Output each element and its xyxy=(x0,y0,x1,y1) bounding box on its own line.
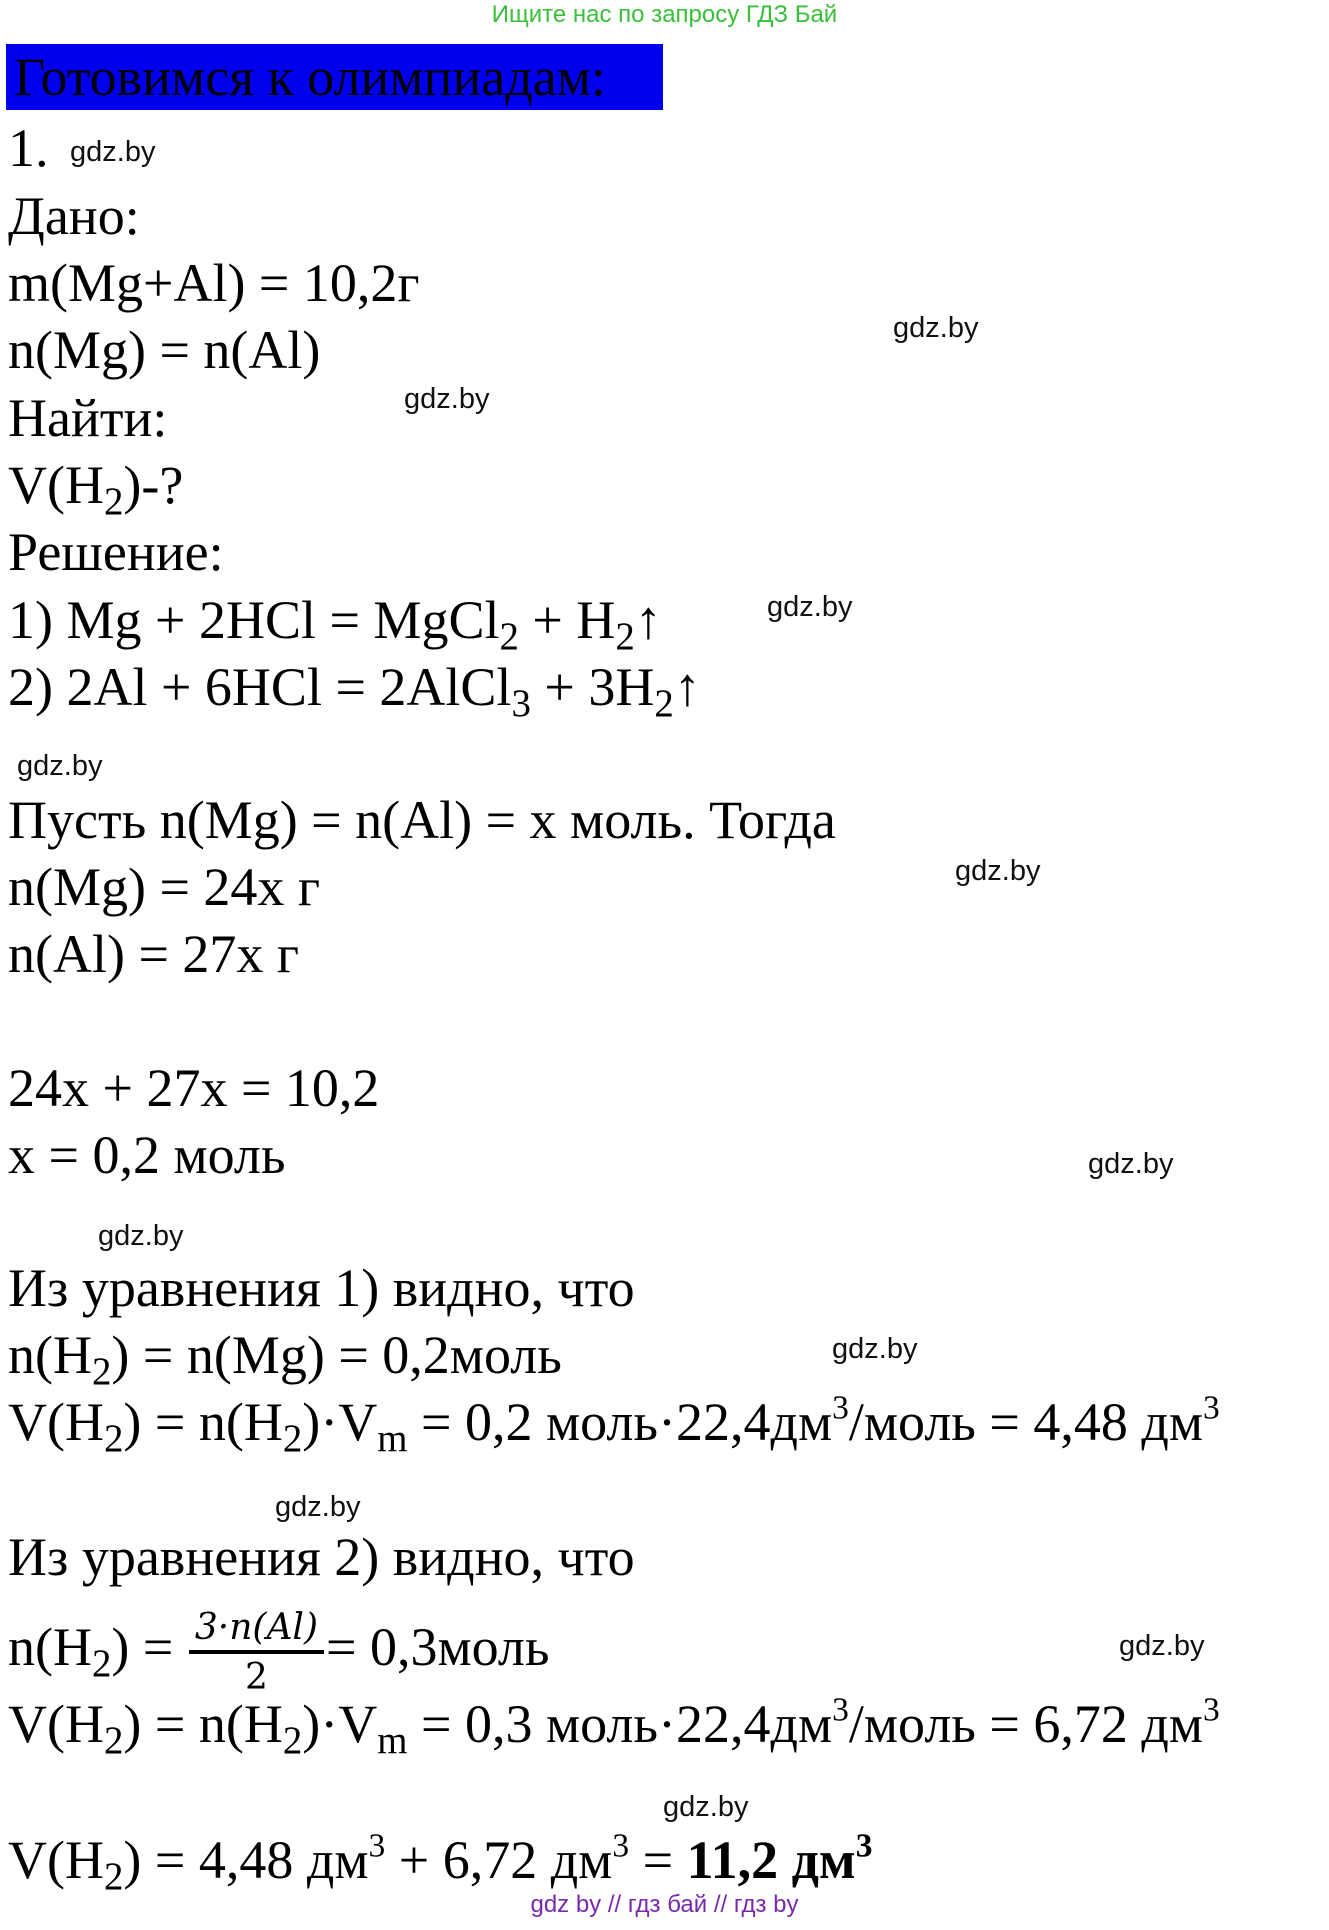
section-title-highlight xyxy=(6,44,663,110)
fraction-numerator: 3·n(Al) xyxy=(189,1610,324,1654)
watermark: gdz.by xyxy=(893,312,979,344)
watermark: gdz.by xyxy=(832,1333,918,1365)
total-volume: $V(H_2) = 4,48$ $дм^3 + 6,72$ $дм^3 = 11,2$ $дм^3$ xyxy=(8,1827,873,1898)
footer-watermark: gdz by // гдз бай // гдз by xyxy=(530,1891,799,1918)
watermark: gdz.by xyxy=(70,136,156,168)
find-label: Найти: xyxy=(8,388,168,448)
watermark: gdz.by xyxy=(1119,1630,1205,1662)
fraction-denominator: 2 xyxy=(244,1656,268,1698)
reaction-1: 1) Mg + 2HCl = MgCl$_2$ + $H_2↑$ xyxy=(8,590,662,658)
from-equation-2: Из уравнения 2) видно, что xyxy=(8,1527,635,1587)
watermark: gdz.by xyxy=(767,591,853,623)
total-answer: 11,2 дм xyxy=(686,1830,856,1890)
watermark: gdz.by xyxy=(98,1220,184,1252)
section-title: Готовимся к олимпиадам: xyxy=(14,47,606,107)
solution-label: Решение: xyxy=(8,522,224,582)
given-equal-moles: n(Mg) = n(Al) xyxy=(8,320,321,380)
watermark: gdz.by xyxy=(1088,1148,1174,1180)
given-mass: m(Mg+Al) = 10,2г xyxy=(8,253,420,313)
v-h2-from-mg: $V(H_2) = n(H_2)\cdot V_m = 0,2$ $моль\cdot 22,4дм^3$/моль = 4,48 $дм^3$ xyxy=(8,1389,1220,1460)
fraction xyxy=(189,1606,324,1698)
let-statement: Пусть n(Mg) = n(Al) = x моль. Тогда xyxy=(8,790,836,850)
search-note: Ищите нас по запросу ГДЗ Бай xyxy=(491,1,838,28)
watermark: gdz.by xyxy=(955,855,1041,887)
n-h2-from-al: $n(H_2)$ = $\frac{3\cdot n(Al)}{2}$ = 0,3моль xyxy=(8,1606,550,1698)
n-h2-from-mg: $n(H_2) = n(Mg)$ = 0,2моль xyxy=(8,1325,562,1393)
watermark: gdz.by xyxy=(404,383,490,415)
mass-equation: 24x + 27x = 10,2 xyxy=(8,1058,380,1118)
watermark: gdz.by xyxy=(663,1791,749,1823)
watermark: gdz.by xyxy=(17,750,103,782)
mass-mg: n(Mg) = 24x г xyxy=(8,857,321,917)
find-volume: $V(H_2)-$? xyxy=(8,455,184,523)
given-label: Дано: xyxy=(8,186,140,246)
task-number: 1. xyxy=(8,118,49,178)
x-value: x = 0,2 моль xyxy=(8,1125,286,1185)
mass-al: n(Al) = 27x г xyxy=(8,924,300,984)
watermark: gdz.by xyxy=(275,1491,361,1523)
v-h2-from-al: $V(H_2) = n(H_2)\cdot V_m = 0,3$ $моль\cdot 22,4дм^3$/моль = 6,72 $дм^3$ xyxy=(8,1691,1220,1762)
reaction-2: 2) 2Al + 6HCl = 2AlCl$_3$ + $3H_2↑$ xyxy=(8,657,701,725)
from-equation-1: Из уравнения 1) видно, что xyxy=(8,1258,635,1318)
